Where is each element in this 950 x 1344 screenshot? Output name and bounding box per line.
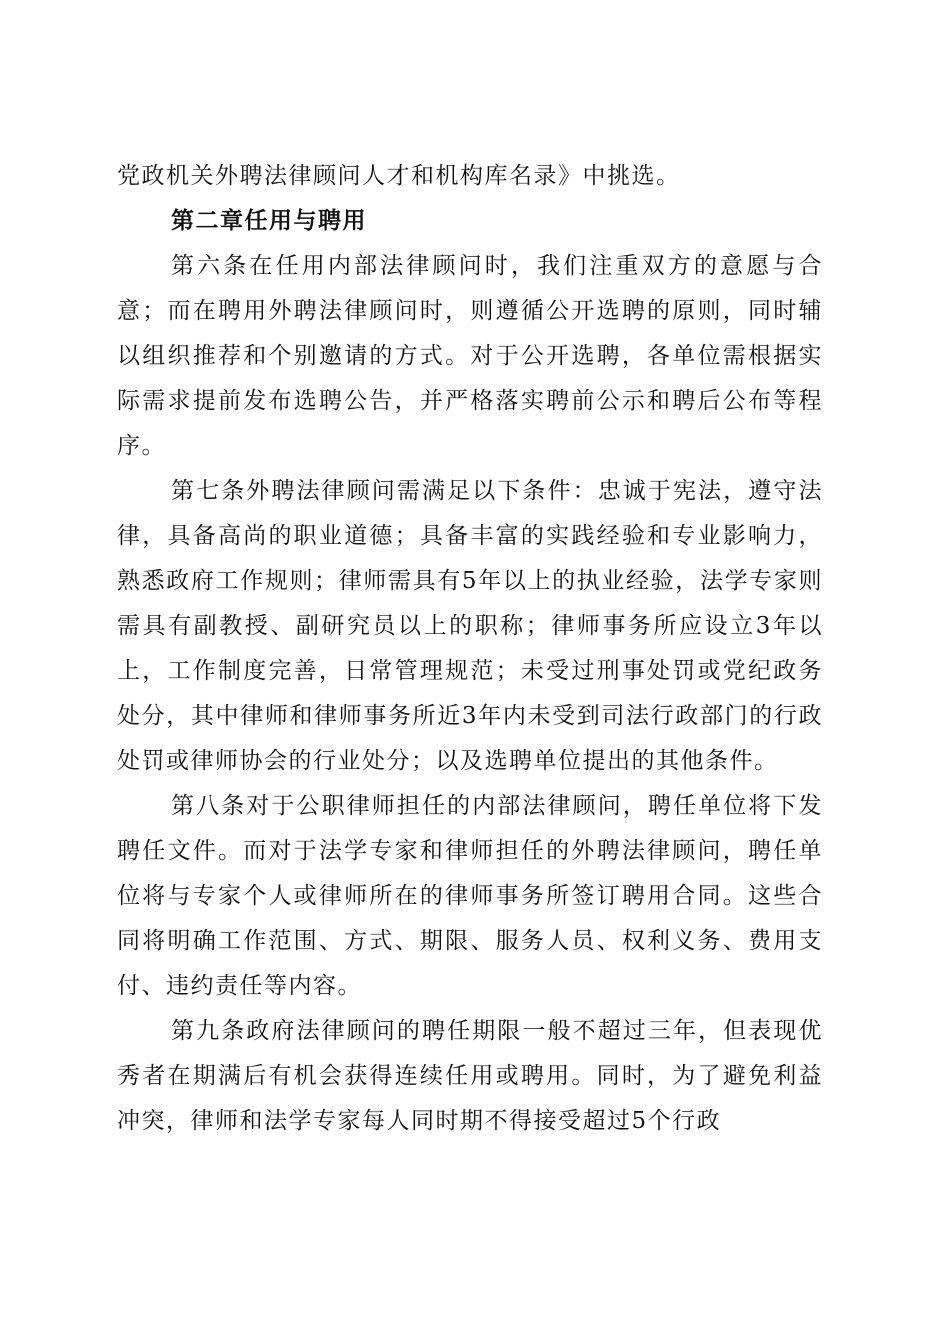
article-8: 第八条对于公职律师担任的内部法律顾问，聘任单位将下发聘任文件。而对于法学专家和律师担任的外聘法律顾问，聘任单位将与专家个人或律师所在的律师事务所签订聘用合同。这些合同将明确工作范围、方式、期限、服务人员、权利义务、费用支付、违约责任等内容。 [117, 793, 823, 999]
chapter-heading: 第二章任用与聘用 [171, 208, 367, 234]
paragraph-continuation: 党政机关外聘法律顾问人才和机构库名录》中挑选。 [117, 163, 681, 189]
article-7: 第七条外聘法律顾问需满足以下条件：忠诚于宪法，遵守法律，具备高尚的职业道德；具备丰富的实践经验和专业影响力，熟悉政府工作规则；律师需具有5年以上的执业经验，法学专家则需具有副教授、副研究员以上的职称；律师事务所应设立3年以上，工作制度完善，日常管理规范；未受过刑事处罚或党纪政务处分，其中律师和律师事务所近3年内未受到司法行政部门的行政处罚或律师协会的行业处分；以及选聘单位提出的其他条件。 [117, 478, 823, 774]
document-body [117, 154, 823, 1144]
article-9: 第九条政府法律顾问的聘任期限一般不超过三年，但表现优秀者在期满后有机会获得连续任用或聘用。同时，为了避免利益冲突，律师和法学专家每人同时期不得接受超过5个行政 [117, 1018, 823, 1134]
article-6: 第六条在任用内部法律顾问时，我们注重双方的意愿与合意；而在聘用外聘法律顾问时，则遵循公开选聘的原则，同时辅以组织推荐和个别邀请的方式。对于公开选聘，各单位需根据实际需求提前发布选聘公告，并严格落实聘前公示和聘后公布等程序。 [117, 253, 823, 459]
